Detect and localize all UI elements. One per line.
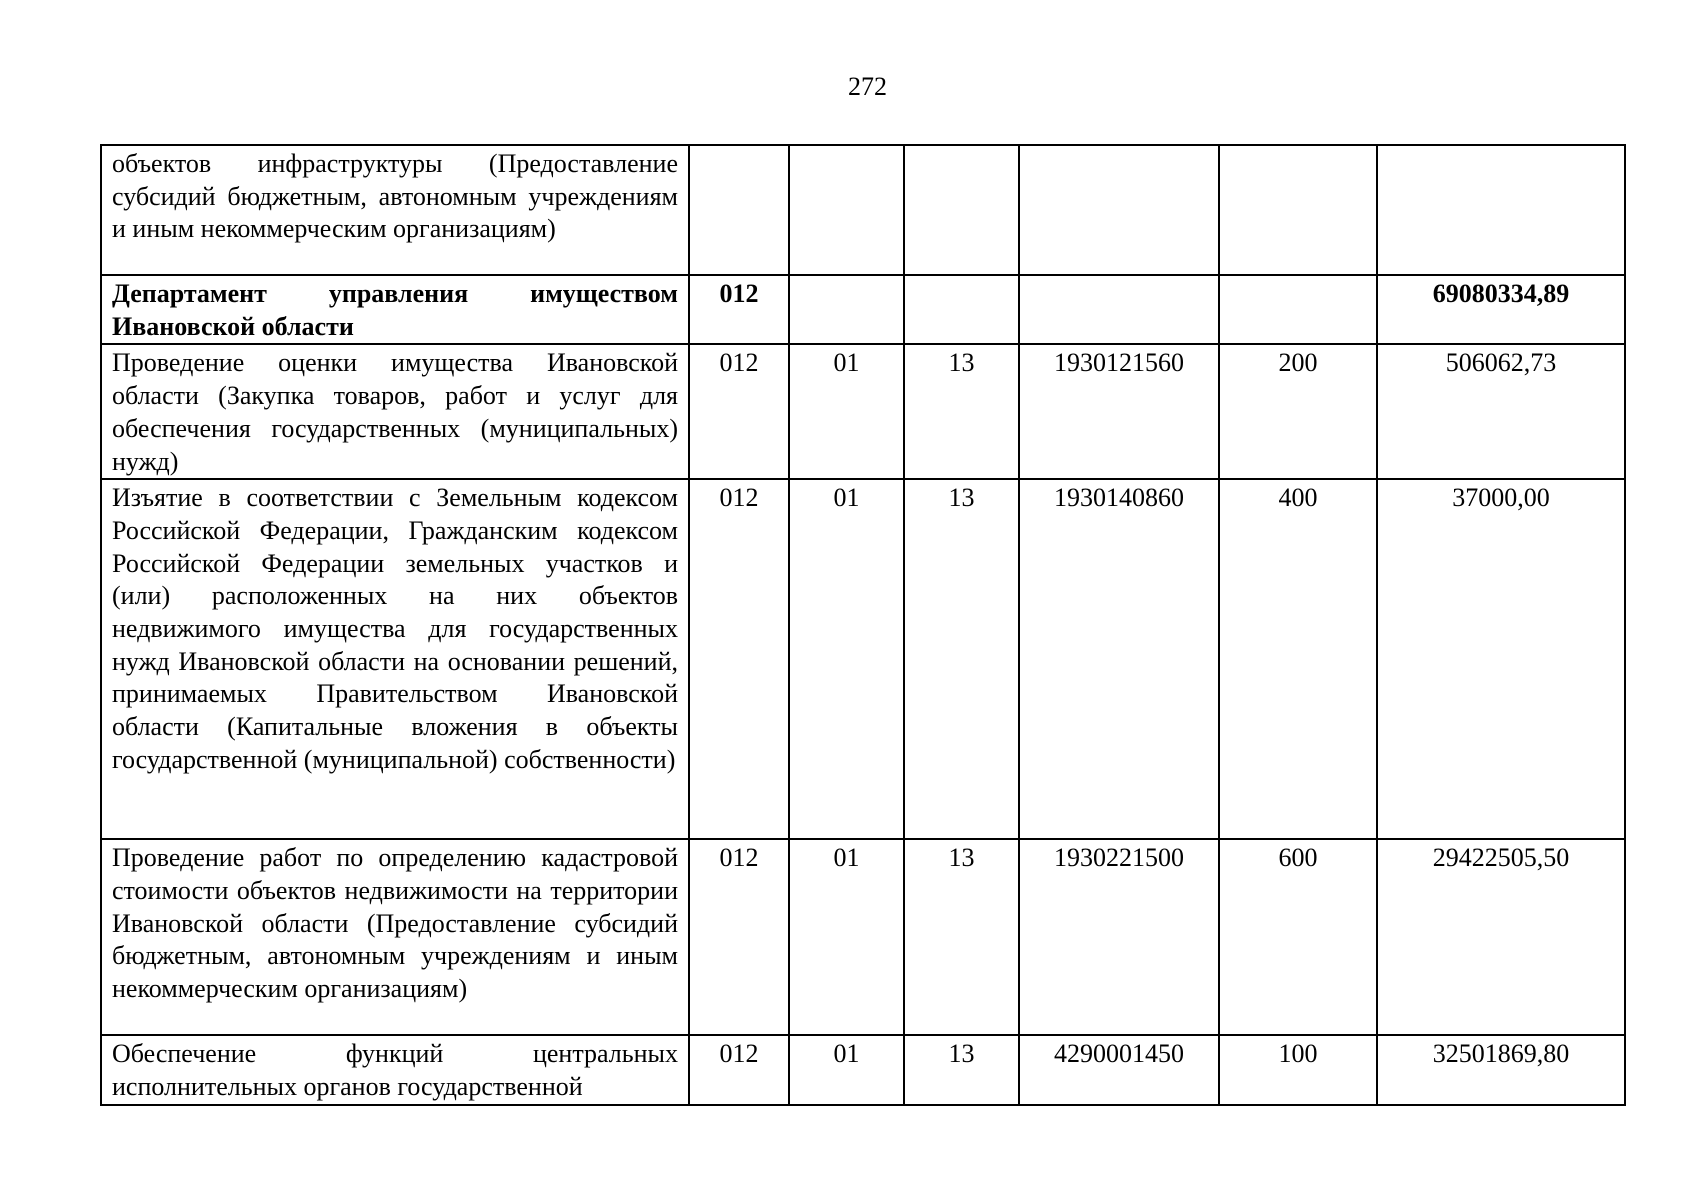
table-row-department <box>101 275 1625 344</box>
ministry-code: 012 <box>689 1035 789 1104</box>
table-row <box>101 344 1625 479</box>
section-code: 01 <box>789 839 904 1035</box>
target-article-code: 1930140860 <box>1019 479 1219 839</box>
row-description: Обеспечение функций центральных исполнительных органов государственной <box>101 1035 689 1104</box>
target-article-code: 1930221500 <box>1019 839 1219 1035</box>
amount-value: 32501869,80 <box>1377 1035 1625 1104</box>
subsection-code: 13 <box>904 479 1019 839</box>
ministry-code: 012 <box>689 344 789 479</box>
ministry-code: 012 <box>689 275 789 344</box>
expense-type-code <box>1219 275 1377 344</box>
section-code: 01 <box>789 1035 904 1104</box>
table-row <box>101 479 1625 839</box>
department-name: Департамент управления имуществом Ивановской области <box>101 275 689 344</box>
section-code <box>789 145 904 275</box>
expense-type-code <box>1219 145 1377 275</box>
target-article-code: 4290001450 <box>1019 1035 1219 1104</box>
amount-value <box>1377 145 1625 275</box>
subsection-code: 13 <box>904 839 1019 1035</box>
row-description: Изъятие в соответствии с Земельным кодексом Российской Федерации, Гражданским кодексом Российской Федерации земельных участков и (или) расположенных на них объектов недвижимого имущества для государственных нужд Ивановской области на основании решений, принимаемых Правительством Ивановской области (Капитальные вложения в объекты государственной (муниципальной) собственности) <box>101 479 689 839</box>
table-row <box>101 839 1625 1035</box>
department-total-amount: 69080334,89 <box>1377 275 1625 344</box>
page-number: 272 <box>848 72 887 101</box>
target-article-code <box>1019 145 1219 275</box>
target-article-code: 1930121560 <box>1019 344 1219 479</box>
expense-type-code: 400 <box>1219 479 1377 839</box>
expense-type-code: 600 <box>1219 839 1377 1035</box>
budget-table <box>100 144 1626 1106</box>
table-row <box>101 145 1625 275</box>
ministry-code: 012 <box>689 479 789 839</box>
section-code <box>789 275 904 344</box>
section-code: 01 <box>789 479 904 839</box>
target-article-code <box>1019 275 1219 344</box>
expense-type-code: 200 <box>1219 344 1377 479</box>
expense-type-code: 100 <box>1219 1035 1377 1104</box>
amount-value: 37000,00 <box>1377 479 1625 839</box>
ministry-code: 012 <box>689 839 789 1035</box>
row-description: объектов инфраструктуры (Предоставление субсидий бюджетным, автономным учреждениям и иным некоммерческим организациям) <box>101 145 689 275</box>
subsection-code: 13 <box>904 344 1019 479</box>
subsection-code: 13 <box>904 1035 1019 1104</box>
subsection-code <box>904 275 1019 344</box>
amount-value: 29422505,50 <box>1377 839 1625 1035</box>
subsection-code <box>904 145 1019 275</box>
ministry-code <box>689 145 789 275</box>
row-description: Проведение работ по определению кадастровой стоимости объектов недвижимости на территории Ивановской области (Предоставление субсидий бюджетным, автономным учреждениям и иным некоммерческим организациям) <box>101 839 689 1035</box>
row-description: Проведение оценки имущества Ивановской области (Закупка товаров, работ и услуг для обеспечения государственных (муниципальных) нужд) <box>101 344 689 479</box>
section-code: 01 <box>789 344 904 479</box>
amount-value: 506062,73 <box>1377 344 1625 479</box>
table-row <box>101 1035 1625 1104</box>
